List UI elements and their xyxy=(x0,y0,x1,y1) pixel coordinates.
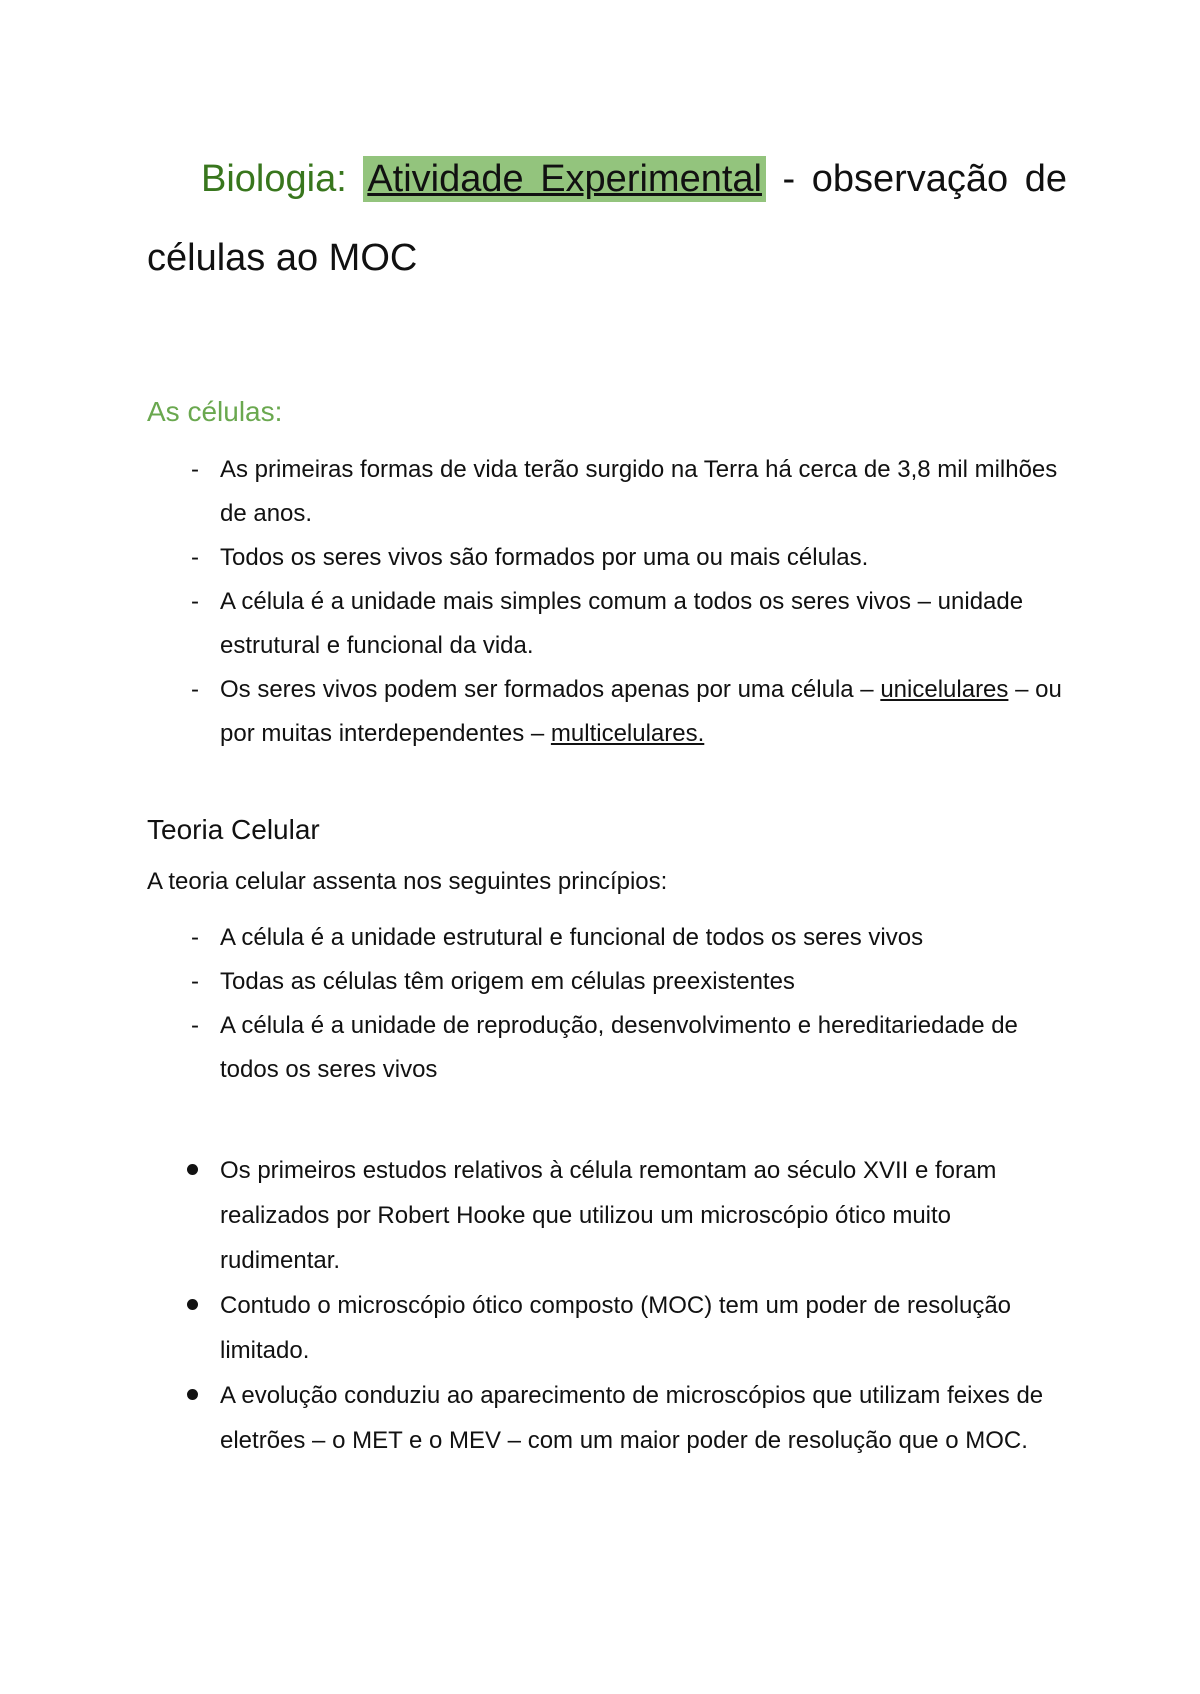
list-item-text: Todas as células têm origem em células preexistentes xyxy=(220,968,795,995)
list-item xyxy=(147,448,1067,536)
bullet-list xyxy=(147,1148,1067,1463)
document-content xyxy=(147,140,1067,1463)
list-item-text xyxy=(220,676,1062,747)
item4-part1: Os seres vivos podem ser formados apenas por uma célula – xyxy=(220,676,881,703)
principles-list xyxy=(147,916,1067,1092)
title-rest: - observação de células ao MOC xyxy=(147,158,1068,279)
cells-heading: As células: xyxy=(147,396,283,427)
theory-heading: Teoria Celular xyxy=(147,814,320,845)
term-unicelulares: unicelulares xyxy=(880,676,1009,703)
dash-marker: - xyxy=(191,968,199,995)
list-item xyxy=(147,580,1067,668)
dash-marker: - xyxy=(191,588,199,615)
list-item xyxy=(147,1373,1067,1463)
bullet-icon xyxy=(187,1164,198,1175)
term-multicelulares: multicelulares. xyxy=(550,720,705,747)
list-item xyxy=(147,1283,1067,1373)
page-title xyxy=(147,140,1067,298)
list-item xyxy=(147,668,1067,756)
theory-intro: A teoria celular assenta nos seguintes princípios: xyxy=(147,868,668,895)
dash-marker: - xyxy=(191,544,199,571)
title-subject: Biologia: xyxy=(201,158,347,200)
list-item-text: Todos os seres vivos são formados por uma ou mais células. xyxy=(220,544,869,571)
list-item-text: A célula é a unidade estrutural e funcional de todos os seres vivos xyxy=(220,924,924,951)
list-item xyxy=(147,1148,1067,1283)
bullet-icon xyxy=(187,1389,198,1400)
list-item-text: A célula é a unidade mais simples comum a todos os seres vivos – unidade estrutural e funcional da vida. xyxy=(220,588,1024,659)
title-highlight: Atividade Experimental xyxy=(363,156,766,202)
list-item xyxy=(147,1004,1067,1092)
dash-marker: - xyxy=(191,456,199,483)
list-item-text: A evolução conduziu ao aparecimento de microscópios que utilizam feixes de eletrões – o MET e o MEV – com um maior poder de resolução que o MOC. xyxy=(220,1382,1044,1454)
list-item-text: Contudo o microscópio ótico composto (MOC) tem um poder de resolução limitado. xyxy=(220,1292,1012,1364)
dash-marker: - xyxy=(191,924,199,951)
cells-list xyxy=(147,448,1067,756)
list-item-text: A célula é a unidade de reprodução, desenvolvimento e hereditariedade de todos os seres vivos xyxy=(220,1012,1018,1083)
list-item xyxy=(147,960,1067,1004)
list-item-text: Os primeiros estudos relativos à célula remontam ao século XVII e foram realizados por Robert Hooke que utilizou um microscópio ótico muito rudimentar. xyxy=(220,1157,997,1274)
list-item-text: As primeiras formas de vida terão surgido na Terra há cerca de 3,8 mil milhões de anos. xyxy=(220,456,1058,527)
list-item xyxy=(147,916,1067,960)
list-item xyxy=(147,536,1067,580)
bullet-icon xyxy=(187,1299,198,1310)
dash-marker: - xyxy=(191,1012,199,1039)
item4-part2: – ou por muitas interdependentes – xyxy=(220,676,1062,747)
dash-marker: - xyxy=(191,676,199,703)
